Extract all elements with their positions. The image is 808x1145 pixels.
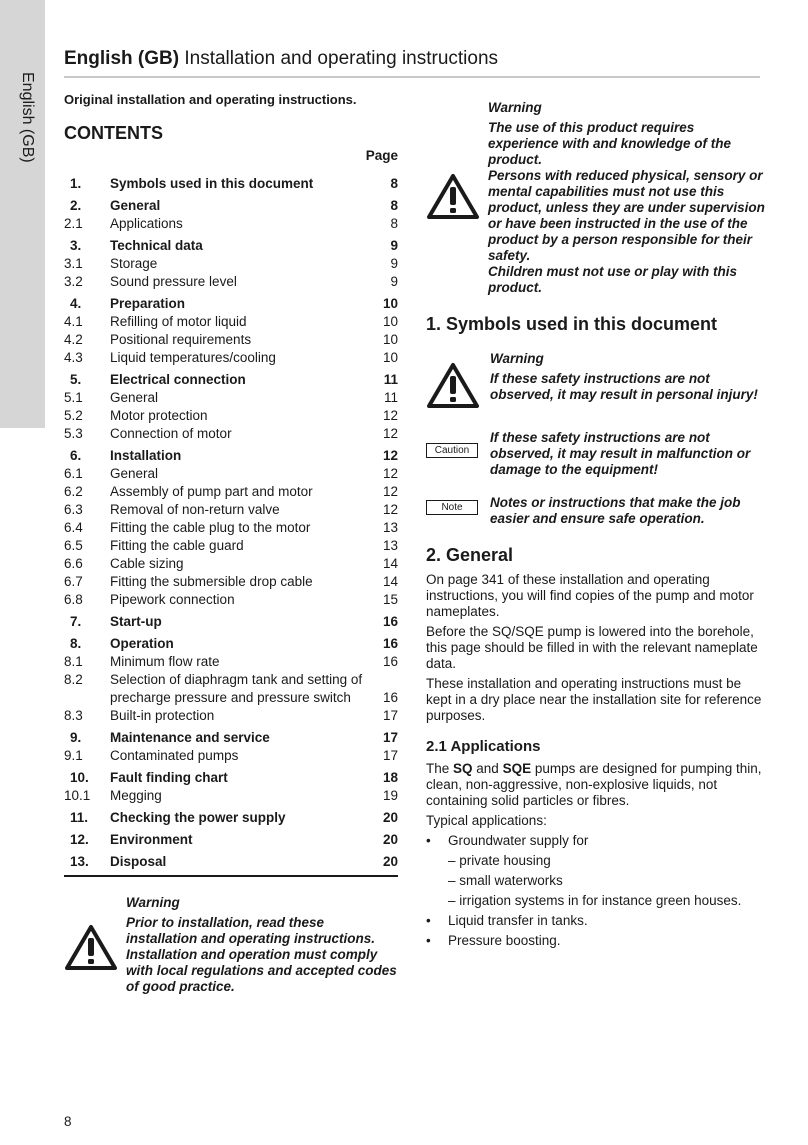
toc-row bbox=[64, 519, 398, 537]
toc-number: 5.3 bbox=[64, 426, 83, 441]
toc-row bbox=[64, 591, 398, 609]
toc-number: 2.1 bbox=[64, 216, 83, 231]
toc-row bbox=[64, 371, 398, 389]
toc-title: Selection of diaphragm tank and setting of precharge pressure and pressure switch bbox=[110, 672, 363, 705]
toc-page: 9 bbox=[390, 256, 398, 271]
toc-title: General bbox=[110, 198, 161, 213]
toc-row bbox=[64, 809, 398, 827]
sq-label: SQ bbox=[453, 761, 473, 776]
toc-row bbox=[64, 555, 398, 573]
toc-row bbox=[64, 237, 398, 255]
toc-title: Technical data bbox=[110, 238, 203, 253]
toc-page: 9 bbox=[390, 238, 398, 253]
toc-divider bbox=[64, 875, 398, 877]
toc-row bbox=[64, 465, 398, 483]
toc-number: 6.6 bbox=[64, 556, 83, 571]
toc-number: 7. bbox=[70, 614, 82, 629]
toc-number: 3.1 bbox=[64, 256, 83, 271]
toc-page: 10 bbox=[382, 314, 398, 329]
toc-page: 11 bbox=[383, 390, 398, 405]
toc-row bbox=[64, 747, 398, 765]
symbol-caution-text: If these safety instructions are not observed, it may result in malfunction or damage to the equipment! bbox=[490, 430, 751, 477]
left-column bbox=[64, 92, 398, 995]
symbol-note-text: Notes or instructions that make the job easier and ensure safe operation. bbox=[490, 495, 741, 526]
toc-title: Sound pressure level bbox=[110, 274, 237, 289]
toc-row bbox=[64, 425, 398, 443]
toc-page: 15 bbox=[382, 592, 398, 607]
toc-page: 16 bbox=[382, 614, 398, 629]
toc-number: 6.7 bbox=[64, 574, 83, 589]
installation-warning bbox=[64, 895, 398, 995]
page-header bbox=[64, 48, 760, 78]
original-instructions-note: Original installation and operating instructions. bbox=[64, 92, 357, 107]
typical-applications-label: Typical applications: bbox=[426, 813, 547, 828]
toc-row bbox=[64, 447, 398, 465]
toc-title: Positional requirements bbox=[110, 332, 252, 347]
toc-title: General bbox=[110, 390, 159, 405]
toc-page: 8 bbox=[390, 216, 398, 231]
toc-number: 13. bbox=[70, 854, 89, 869]
toc-page: 9 bbox=[390, 274, 398, 289]
toc-number: 5.1 bbox=[64, 390, 83, 405]
toc-row bbox=[64, 653, 398, 671]
sqe-label: SQE bbox=[502, 761, 532, 776]
toc-number: 5.2 bbox=[64, 408, 83, 423]
toc-page: 17 bbox=[382, 748, 398, 763]
toc-page: 12 bbox=[382, 484, 398, 499]
toc-page: 17 bbox=[382, 708, 398, 723]
symbol-caution-row bbox=[426, 430, 766, 478]
toc-title: Storage bbox=[110, 256, 158, 271]
sub-list-item: – small waterworks bbox=[448, 873, 563, 888]
caution-label-box: Caution bbox=[426, 443, 478, 458]
toc-page: 14 bbox=[382, 574, 398, 589]
toc-page: 17 bbox=[382, 730, 398, 745]
toc-title: Pipework connection bbox=[110, 592, 235, 607]
toc-number: 4. bbox=[70, 296, 82, 311]
section-2-1-heading: 2.1 Applications bbox=[426, 738, 541, 755]
toc-row bbox=[64, 295, 398, 313]
toc-number: 8.2 bbox=[64, 672, 83, 687]
toc-title: Preparation bbox=[110, 296, 186, 311]
toc-number: 8.3 bbox=[64, 708, 83, 723]
toc-page: 13 bbox=[382, 538, 398, 553]
toc-page: 12 bbox=[382, 448, 398, 463]
toc-page: 10 bbox=[382, 350, 398, 365]
toc-row bbox=[64, 313, 398, 331]
toc-row bbox=[64, 175, 398, 193]
toc-page: 20 bbox=[382, 810, 398, 825]
warning-icon bbox=[426, 351, 490, 414]
toc-title: Fitting the cable guard bbox=[110, 538, 244, 553]
toc-number: 6.8 bbox=[64, 592, 83, 607]
product-use-warning bbox=[426, 100, 766, 296]
toc-page: 11 bbox=[383, 372, 398, 387]
sub-list-item: – private housing bbox=[448, 853, 551, 868]
toc-page: 10 bbox=[382, 332, 398, 347]
toc-title: Disposal bbox=[110, 854, 167, 869]
toc-number: 3.2 bbox=[64, 274, 83, 289]
toc-row bbox=[64, 255, 398, 273]
toc-number: 6.2 bbox=[64, 484, 83, 499]
toc-page: 16 bbox=[382, 654, 398, 669]
toc-page: 16 bbox=[382, 636, 398, 651]
warning-line: Persons with reduced physical, sensory or mental capabilities must not use this product, unless they are under supervision or have been instructed in the use of the product by a person responsible for their safety. bbox=[488, 168, 765, 263]
toc-page: 8 bbox=[390, 198, 398, 213]
toc-title: Removal of non-return valve bbox=[110, 502, 280, 517]
toc-title: Cable sizing bbox=[110, 556, 184, 571]
toc-number: 6.5 bbox=[64, 538, 83, 553]
toc-title: Operation bbox=[110, 636, 174, 651]
toc-row bbox=[64, 707, 398, 725]
general-paragraph: These installation and operating instructions must be kept in a dry place near the installation site for reference purposes. bbox=[426, 676, 762, 723]
toc-title: Built-in protection bbox=[110, 708, 215, 723]
toc-page: 20 bbox=[382, 854, 398, 869]
table-of-contents bbox=[64, 175, 398, 871]
toc-page: 16 bbox=[382, 690, 398, 705]
page-number: 8 bbox=[64, 1114, 72, 1129]
toc-number: 12. bbox=[70, 832, 89, 847]
toc-number: 4.3 bbox=[64, 350, 83, 365]
toc-title: Environment bbox=[110, 832, 193, 847]
toc-title: Refilling of motor liquid bbox=[110, 314, 247, 329]
toc-number: 4.1 bbox=[64, 314, 83, 329]
toc-title: Assembly of pump part and motor bbox=[110, 484, 313, 499]
toc-row bbox=[64, 407, 398, 425]
toc-page: 12 bbox=[382, 466, 398, 481]
toc-title: Start-up bbox=[110, 614, 162, 629]
list-item: • Liquid transfer in tanks. bbox=[426, 913, 588, 928]
toc-number: 6.4 bbox=[64, 520, 83, 535]
toc-number: 9. bbox=[70, 730, 82, 745]
list-item: • Pressure boosting. bbox=[426, 933, 561, 948]
toc-title: Liquid temperatures/cooling bbox=[110, 350, 276, 365]
sub-list-item: – irrigation systems in for instance green houses. bbox=[448, 893, 742, 908]
warning-text: Prior to installation, read these installation and operating instructions. Installation and operation must comply with local regulations and accepted codes of good practice. bbox=[126, 915, 397, 994]
toc-number: 10.1 bbox=[64, 788, 91, 803]
toc-title: Maintenance and service bbox=[110, 730, 270, 745]
toc-row bbox=[64, 215, 398, 233]
toc-number: 4.2 bbox=[64, 332, 83, 347]
toc-page-label: Page bbox=[365, 148, 398, 163]
toc-title: Megging bbox=[110, 788, 162, 803]
language-side-tab bbox=[0, 0, 45, 428]
warning-title: Warning bbox=[488, 100, 542, 115]
toc-row bbox=[64, 787, 398, 805]
side-tab-label: English (GB) bbox=[19, 72, 36, 163]
note-label-box: Note bbox=[426, 500, 478, 515]
warning-line: Children must not use or play with this product. bbox=[488, 264, 738, 295]
toc-title: Symbols used in this document bbox=[110, 176, 314, 191]
toc-title: Electrical connection bbox=[110, 372, 246, 387]
toc-row bbox=[64, 853, 398, 871]
toc-title: Contaminated pumps bbox=[110, 748, 239, 763]
toc-row bbox=[64, 729, 398, 747]
section-1-heading: 1. Symbols used in this document bbox=[426, 314, 718, 334]
toc-number: 9.1 bbox=[64, 748, 83, 763]
symbol-note-row bbox=[426, 495, 766, 527]
toc-number: 2. bbox=[70, 198, 82, 213]
toc-number: 6.3 bbox=[64, 502, 83, 517]
toc-number: 6. bbox=[70, 448, 82, 463]
header-language: English (GB) bbox=[64, 48, 180, 69]
toc-page: 8 bbox=[390, 176, 398, 191]
warning-line: The use of this product requires experience with and knowledge of the product. bbox=[488, 120, 732, 167]
toc-number: 1. bbox=[70, 176, 82, 191]
section-2-heading: 2. General bbox=[426, 545, 514, 565]
toc-number: 3. bbox=[70, 238, 82, 253]
toc-page: 18 bbox=[382, 770, 398, 785]
header-title: Installation and operating instructions bbox=[184, 48, 499, 69]
warning-icon bbox=[426, 100, 488, 296]
symbol-warning-title: Warning bbox=[490, 351, 544, 366]
general-paragraph: On page 341 of these installation and operating instructions, you will find copies of the pump and motor nameplates. bbox=[426, 572, 754, 619]
toc-title: Fault finding chart bbox=[110, 770, 228, 785]
toc-title: Installation bbox=[110, 448, 182, 463]
toc-row bbox=[64, 831, 398, 849]
warning-icon bbox=[64, 895, 126, 995]
toc-title: Motor protection bbox=[110, 408, 208, 423]
symbol-warning-text: If these safety instructions are not observed, it may result in personal injury! bbox=[490, 371, 758, 402]
toc-row bbox=[64, 769, 398, 787]
toc-page: 20 bbox=[382, 832, 398, 847]
toc-title: Minimum flow rate bbox=[110, 654, 220, 669]
toc-row bbox=[64, 537, 398, 555]
toc-row bbox=[64, 331, 398, 349]
toc-number: 6.1 bbox=[64, 466, 83, 481]
contents-heading: CONTENTS bbox=[64, 123, 163, 143]
toc-row bbox=[64, 671, 398, 707]
toc-row bbox=[64, 635, 398, 653]
toc-page: 13 bbox=[382, 520, 398, 535]
toc-number: 10. bbox=[70, 770, 89, 785]
toc-title: Applications bbox=[110, 216, 183, 231]
toc-row bbox=[64, 349, 398, 367]
toc-title: Checking the power supply bbox=[110, 810, 286, 825]
toc-page: 12 bbox=[382, 408, 398, 423]
toc-title: Fitting the cable plug to the motor bbox=[110, 520, 311, 535]
symbol-warning-row bbox=[426, 351, 766, 414]
applications-paragraph: The SQ and SQE pumps are designed for pumping thin, clean, non-aggressive, non-explosive liquids, not containing solid particles or fibres. bbox=[426, 761, 762, 808]
toc-row bbox=[64, 273, 398, 291]
toc-page: 19 bbox=[382, 788, 398, 803]
toc-number: 8.1 bbox=[64, 654, 83, 669]
toc-row bbox=[64, 389, 398, 407]
right-column bbox=[426, 100, 766, 953]
toc-page: 12 bbox=[382, 502, 398, 517]
toc-row bbox=[64, 613, 398, 631]
toc-row bbox=[64, 501, 398, 519]
toc-number: 11. bbox=[70, 810, 89, 825]
toc-number: 5. bbox=[70, 372, 82, 387]
toc-page: 10 bbox=[382, 296, 398, 311]
toc-page: 14 bbox=[382, 556, 398, 571]
toc-title: Connection of motor bbox=[110, 426, 232, 441]
list-item: • Groundwater supply for bbox=[426, 833, 589, 848]
toc-title: General bbox=[110, 466, 159, 481]
toc-row bbox=[64, 483, 398, 501]
warning-title: Warning bbox=[126, 895, 180, 910]
toc-row bbox=[64, 197, 398, 215]
general-paragraph: Before the SQ/SQE pump is lowered into the borehole, this page should be filled in with the relevant nameplate data. bbox=[426, 624, 758, 671]
toc-title: Fitting the submersible drop cable bbox=[110, 574, 313, 589]
toc-row bbox=[64, 573, 398, 591]
toc-page: 12 bbox=[382, 426, 398, 441]
toc-number: 8. bbox=[70, 636, 82, 651]
